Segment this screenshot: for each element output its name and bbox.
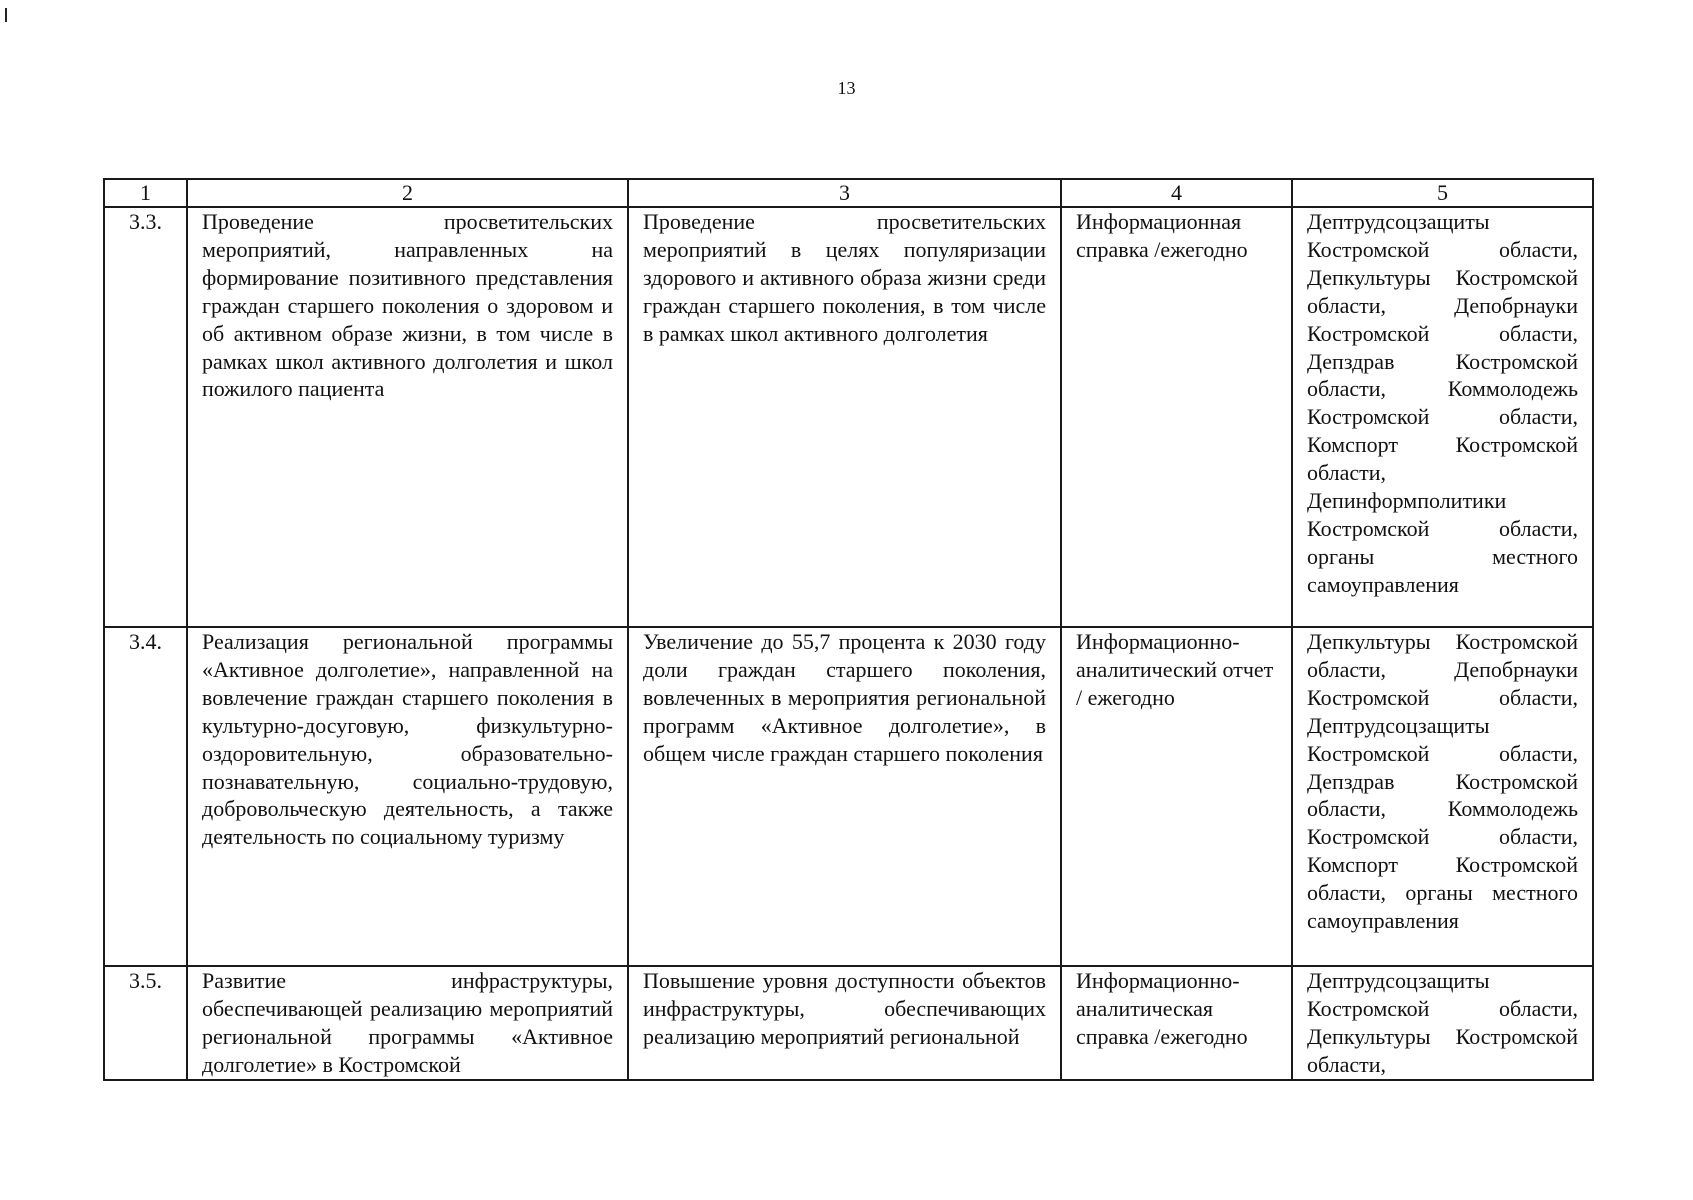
report-cell: Информационно-аналитический отчет / ежегодно [1061, 627, 1292, 966]
table-header-row [104, 179, 1593, 207]
column-header-5: 5 [1292, 179, 1593, 207]
report-cell: Информационно-аналитическая справка /ежегодно [1061, 966, 1292, 1080]
activity-cell: Проведение просветительских мероприятий, направленных на формирование позитивного представления граждан старшего поколения о здоровом и об активном образе жизни, в том числе в рамках школ активного долголетия и школ пожилого пациента [187, 207, 628, 627]
responsible-cell: Дептрудсоцзащиты Костромской области, Депкультуры Костромской области, Депобрнауки Костромской области, Депздрав Костромской области, Коммолодежь Костромской области, Комспорт Костромской области, Депинформполитики Костромской области, органы местного самоуправления [1292, 207, 1593, 627]
activities-table [103, 178, 1594, 1081]
responsible-cell: Депкультуры Костромской области, Депобрнауки Костромской области, Дептрудсоцзащиты Костромской области, Депздрав Костромской области, Коммолодежь Костромской области, Комспорт Костромской области, органы местного самоуправления [1292, 627, 1593, 966]
row-number: 3.4. [104, 627, 187, 966]
report-cell: Информационная справка /ежегодно [1061, 207, 1292, 627]
column-header-1: 1 [104, 179, 187, 207]
table-row [104, 207, 1593, 627]
result-cell: Проведение просветительских мероприятий в целях популяризации здорового и активного образа жизни среди граждан старшего поколения, в том числе в рамках школ активного долголетия [628, 207, 1061, 627]
activity-cell: Развитие инфраструктуры, обеспечивающей реализацию мероприятий региональной программы «Активное долголетие» в Костромской [187, 966, 628, 1080]
row-number: 3.5. [104, 966, 187, 1080]
scan-edge-mark [5, 8, 7, 22]
responsible-cell: Дептрудсоцзащиты Костромской области, Депкультуры Костромской области, [1292, 966, 1593, 1080]
activity-cell: Реализация региональной программы «Активное долголетие», направленной на вовлечение граждан старшего поколения в культурно-досуговую, физкультурно-оздоровительную, образовательно-познавательную, социально-трудовую, добровольческую деятельность, а также деятельность по социальному туризму [187, 627, 628, 966]
result-cell: Повышение уровня доступности объектов инфраструктуры, обеспечивающих реализацию мероприятий региональной [628, 966, 1061, 1080]
table-row [104, 966, 1593, 1080]
table-row [104, 627, 1593, 966]
row-number: 3.3. [104, 207, 187, 627]
column-header-4: 4 [1061, 179, 1292, 207]
page-number: 13 [837, 78, 856, 98]
result-cell: Увеличение до 55,7 процента к 2030 году доли граждан старшего поколения, вовлеченных в мероприятия региональной программ «Активное долголетие», в общем числе граждан старшего поколения [628, 627, 1061, 966]
column-header-2: 2 [187, 179, 628, 207]
column-header-3: 3 [628, 179, 1061, 207]
